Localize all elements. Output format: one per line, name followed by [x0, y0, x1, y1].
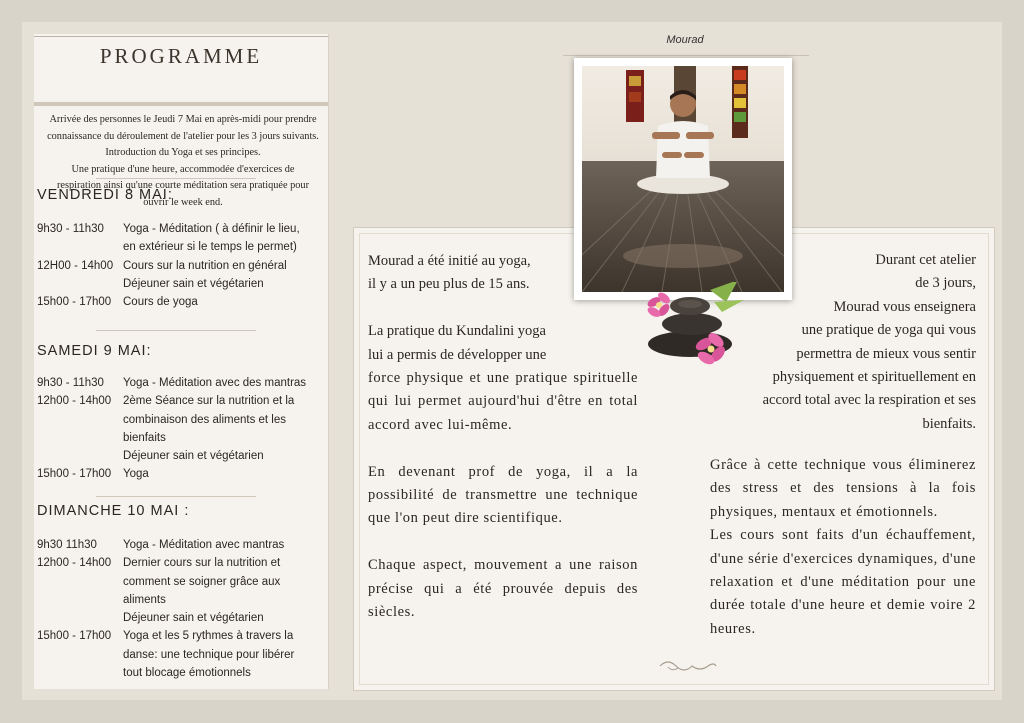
schedule-desc: comment se soigner grâce aux — [123, 575, 281, 588]
section-divider — [96, 178, 256, 179]
title-divider — [34, 102, 328, 106]
schedule-row — [37, 465, 327, 483]
schedule-row — [37, 536, 327, 554]
left-text-column — [368, 250, 638, 648]
ornament-swirl — [658, 658, 718, 674]
schedule-sunday — [37, 536, 327, 682]
photo-image — [582, 66, 784, 292]
flower-left — [646, 290, 672, 319]
schedule-desc: Déjeuner sain et végétarien — [123, 612, 264, 625]
schedule-desc: bienfaits — [123, 431, 166, 444]
top-rule — [34, 36, 328, 37]
text-line: Mourad vous enseignera — [833, 298, 976, 315]
text-line: Durant cet atelier — [875, 252, 976, 268]
schedule-desc: Déjeuner sain et végétarien — [123, 277, 264, 290]
text-line: bienfaits. — [922, 415, 976, 432]
schedule-time: 15h00 - 17h00 — [37, 296, 112, 309]
schedule-time: 15h00 - 17h00 — [37, 468, 112, 481]
intro-line: connaissance du déroulement de l'atelier pour les 3 jours suivants. — [47, 130, 319, 142]
paragraph: En devenant prof de yoga, il a la possibilité de transmettre une technique que l'on peut dire scientifique. — [368, 463, 638, 527]
text-line: lui a permis de développer une — [368, 346, 547, 363]
schedule-desc: tout blocage émotionnels — [123, 667, 251, 680]
paragraph: Chaque aspect, mouvement a une raison précise qui a été prouvée depuis des siècles. — [368, 557, 638, 621]
schedule-desc: Yoga et les 5 rythmes à travers la — [123, 630, 294, 643]
paragraph — [368, 320, 638, 437]
stones-flowers-decoration — [640, 282, 750, 372]
schedule-desc: combinaison des aliments et les — [123, 413, 286, 426]
schedule-row — [37, 374, 327, 392]
text-line: une pratique de yoga qui vous — [801, 322, 976, 339]
schedule-row — [37, 554, 327, 627]
text-line: physiquement et spirituellement en — [772, 369, 976, 386]
right-text-bottom — [710, 454, 976, 641]
text-line: La pratique du Kundalini yoga — [368, 323, 546, 340]
schedule-time: 12h00 - 14h00 — [37, 395, 112, 408]
schedule-row — [37, 257, 327, 294]
schedule-time: 12H00 - 14h00 — [37, 259, 114, 272]
paragraph: Grâce à cette technique vous éliminerez des stress et des tensions à la fois physiques, mentaux et émotionnels. — [710, 457, 976, 520]
schedule-desc: Yoga - Méditation avec mantras — [123, 539, 285, 551]
schedule-desc: Yoga - Méditation avec des mantras — [123, 377, 307, 389]
schedule-time: 9h30 - 11h30 — [37, 223, 104, 235]
schedule-saturday — [37, 374, 327, 484]
schedule-desc: Cours sur la nutrition en général — [123, 259, 287, 272]
day-heading-saturday: SAMEDI 9 MAI: — [37, 343, 152, 359]
schedule-time: 9h30 - 11h30 — [37, 377, 104, 389]
schedule-row — [37, 293, 327, 311]
text-line: permettra de mieux vous sentir — [796, 345, 976, 362]
schedule-desc: Cours de yoga — [123, 296, 198, 309]
schedule-desc: en extérieur si le temps le permet) — [123, 241, 297, 254]
text-line: il y a un peu plus de 15 ans. — [368, 276, 530, 293]
schedule-desc: aliments — [123, 593, 166, 606]
schedule-desc: Dernier cours sur la nutrition et — [123, 557, 281, 570]
section-divider — [96, 330, 256, 331]
schedule-desc: danse: une technique pour libérer — [123, 648, 295, 661]
schedule-row — [37, 627, 327, 682]
intro-line: ouvrir le week end. — [143, 196, 223, 208]
photo-caption: Mourad — [666, 34, 704, 46]
section-divider — [96, 496, 256, 497]
schedule-desc: 2ème Séance sur la nutrition et la — [123, 395, 295, 408]
programme-title: PROGRAMME — [99, 44, 263, 68]
intro-line: Arrivée des personnes le Jeudi 7 Mai en après-midi pour prendre — [49, 114, 317, 125]
intro-line: Une pratique d'une heure, accommodée d'exercices de — [71, 163, 295, 175]
schedule-desc: Yoga - Méditation ( à définir le lieu, — [123, 223, 300, 235]
intro-line: Introduction du Yoga et ses principes. — [105, 147, 261, 158]
paragraph: Les cours sont faits d'un échauffement, d'une série d'exercices dynamiques, d'une relaxation et d'une méditation pour une durée totale d'une heure et demie voire 2 heures. — [710, 527, 976, 637]
schedule-time: 9h30 11h30 — [37, 539, 97, 551]
schedule-desc: Yoga — [123, 468, 149, 481]
caption-rule — [563, 55, 809, 56]
text-line: de 3 jours, — [915, 275, 976, 292]
schedule-row — [37, 392, 327, 465]
intro-line: respiration ainsi qu'une courte méditation sera pratiquée pour — [56, 180, 310, 191]
day-heading-sunday: DIMANCHE 10 MAI : — [37, 503, 190, 519]
schedule-friday — [37, 220, 327, 311]
instructor-photo — [574, 58, 792, 300]
schedule-time: 12h00 - 14h00 — [37, 557, 112, 570]
day-heading-friday: VENDREDI 8 MAI: — [37, 187, 173, 203]
text-line: force physique et une pratique spirituelle qui lui permet aujourd'hui d'être en total accord avec lui-même. — [368, 370, 638, 433]
schedule-time: 15h00 - 17h00 — [37, 630, 112, 643]
schedule-row — [37, 220, 327, 257]
schedule-desc: Déjeuner sain et végétarien — [123, 450, 264, 463]
programme-panel — [34, 34, 329, 689]
text-line: accord total avec la respiration et ses — [762, 392, 976, 409]
text-line: Mourad a été initié au yoga, — [368, 253, 531, 269]
